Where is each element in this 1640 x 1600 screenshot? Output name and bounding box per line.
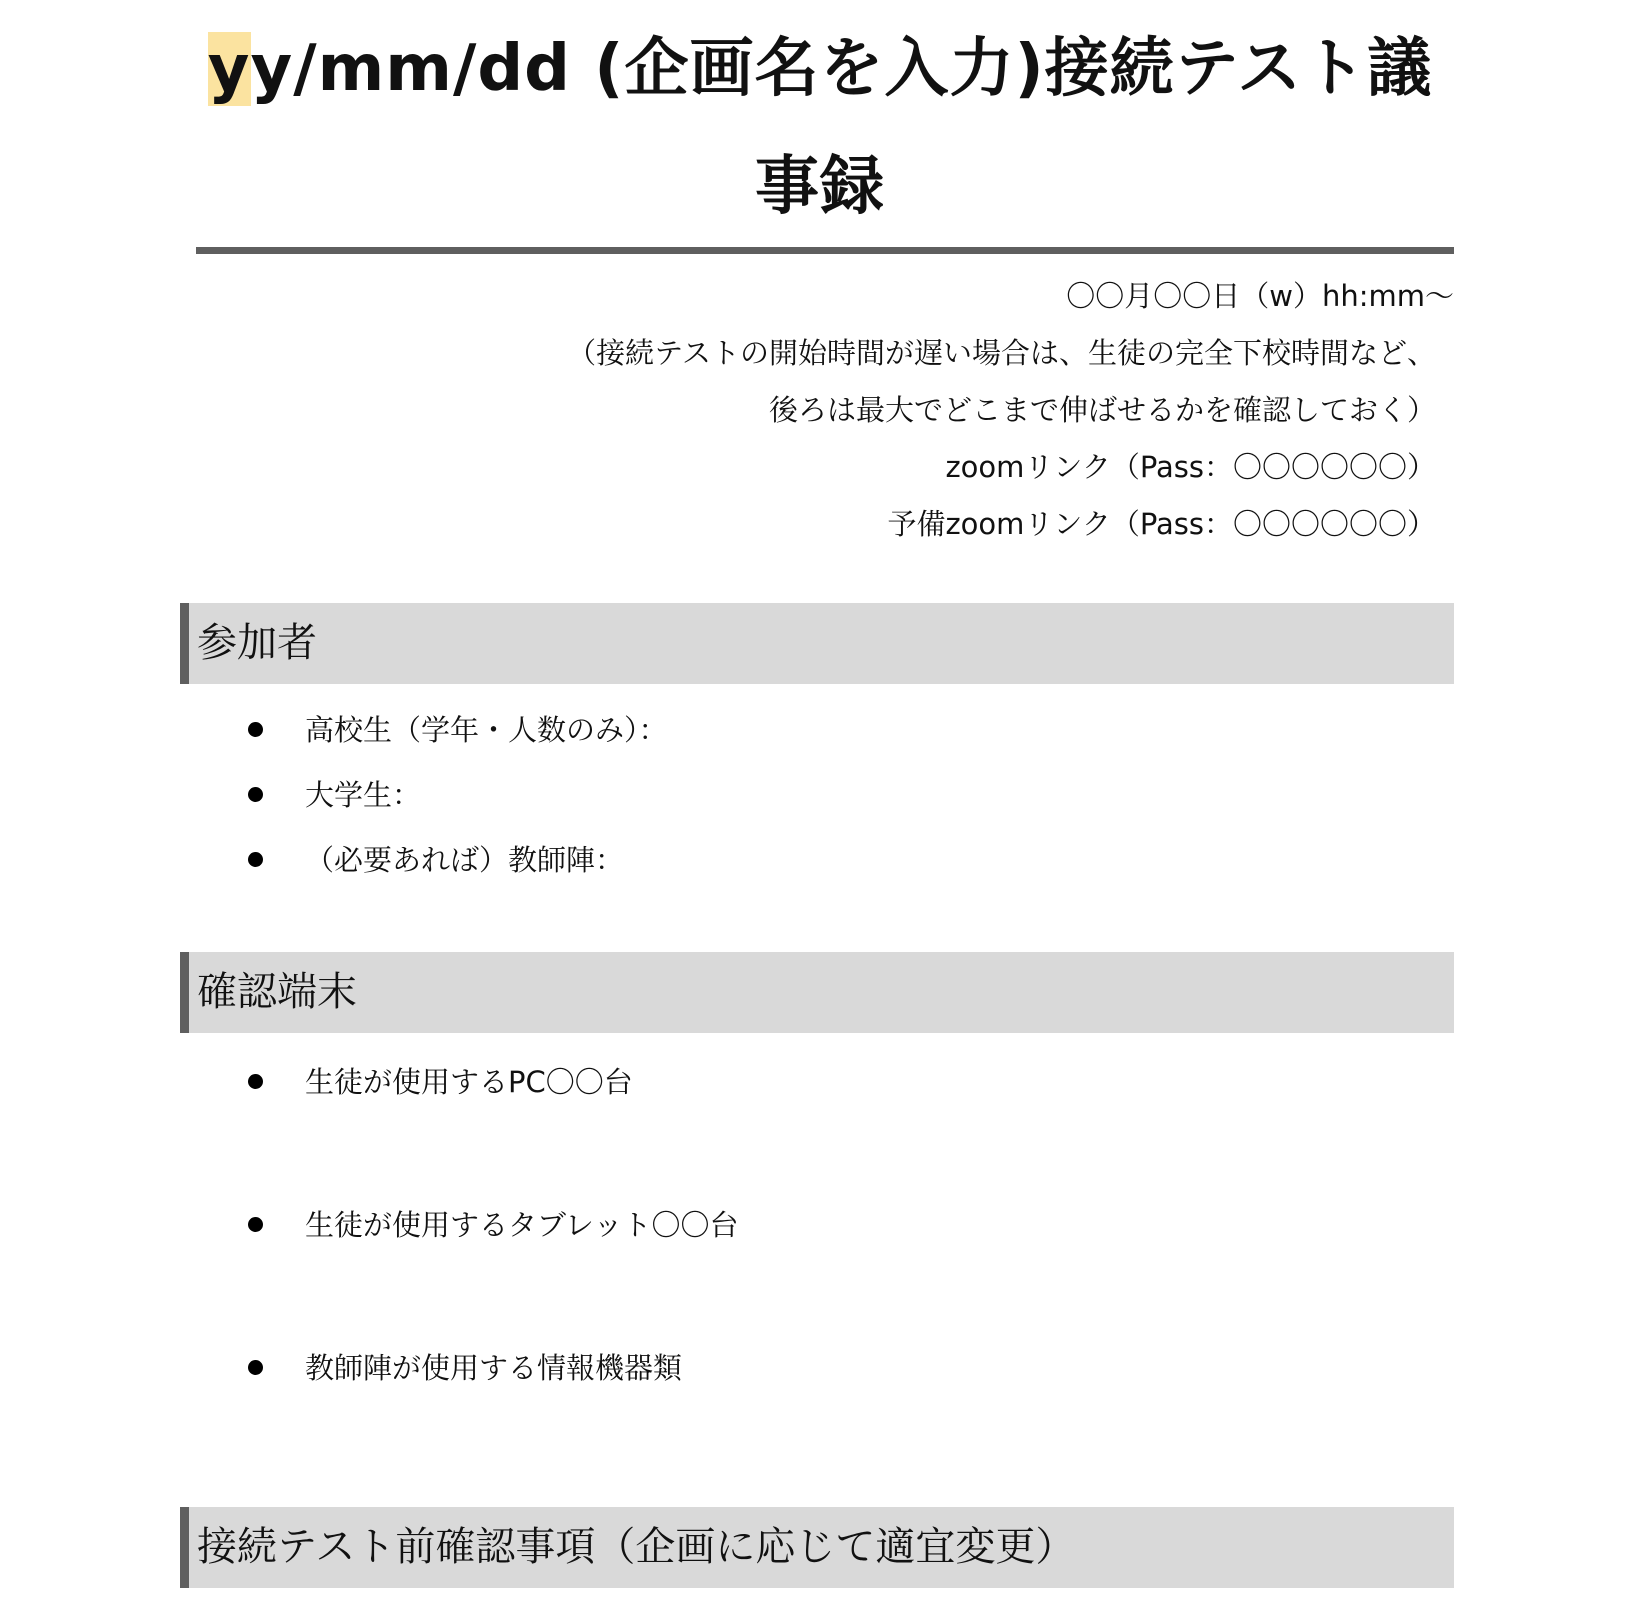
section-heading-pretest-checks: 接続テスト前確認事項（企画に応じて適宜変更） — [180, 1507, 1454, 1588]
list-item — [248, 838, 624, 879]
title-divider — [196, 247, 1454, 254]
document-title[interactable] — [190, 10, 1450, 246]
bullet-icon — [248, 1074, 263, 1089]
list-item-text: 生徒が使用するPC〇〇台 — [305, 1065, 633, 1099]
list-item-text: （必要あれば）教師陣： — [305, 843, 625, 877]
list-item-text: 教師陣が使用する情報機器類 — [305, 1351, 683, 1385]
document-title-text: y/mm/dd (企画名を入力)接続テスト議事録 — [250, 32, 1433, 224]
section-heading-participants: 参加者 — [180, 603, 1454, 684]
list-item — [248, 1203, 739, 1244]
list-item — [248, 1346, 682, 1387]
text-cursor-highlight: y — [207, 32, 251, 106]
meeting-datetime: 〇〇月〇〇日（w）hh:mm〜 — [1066, 279, 1454, 313]
zoom-link[interactable]: zoomリンク（Pass：〇〇〇〇〇〇） — [945, 450, 1436, 484]
bullet-icon — [248, 722, 263, 737]
list-item-text: 生徒が使用するタブレット〇〇台 — [305, 1208, 739, 1242]
bullet-icon — [248, 787, 263, 802]
section-heading-devices: 確認端末 — [180, 952, 1454, 1033]
meeting-info — [300, 268, 1454, 553]
backup-zoom-link[interactable]: 予備zoomリンク（Pass：〇〇〇〇〇〇） — [887, 507, 1436, 541]
meeting-note-line-1: （接続テストの開始時間が遅い場合は、生徒の完全下校時間など、 — [567, 336, 1436, 370]
meeting-note-line-2: 後ろは最大でどこまで伸ばせるかを確認しておく） — [768, 393, 1436, 427]
bullet-icon — [248, 1217, 263, 1232]
bullet-icon — [248, 852, 263, 867]
list-item — [248, 773, 421, 814]
list-item — [248, 1060, 633, 1101]
list-item — [248, 708, 668, 749]
list-item-text: 高校生（学年・人数のみ）： — [305, 713, 668, 747]
bullet-icon — [248, 1360, 263, 1375]
list-item-text: 大学生： — [305, 778, 422, 812]
